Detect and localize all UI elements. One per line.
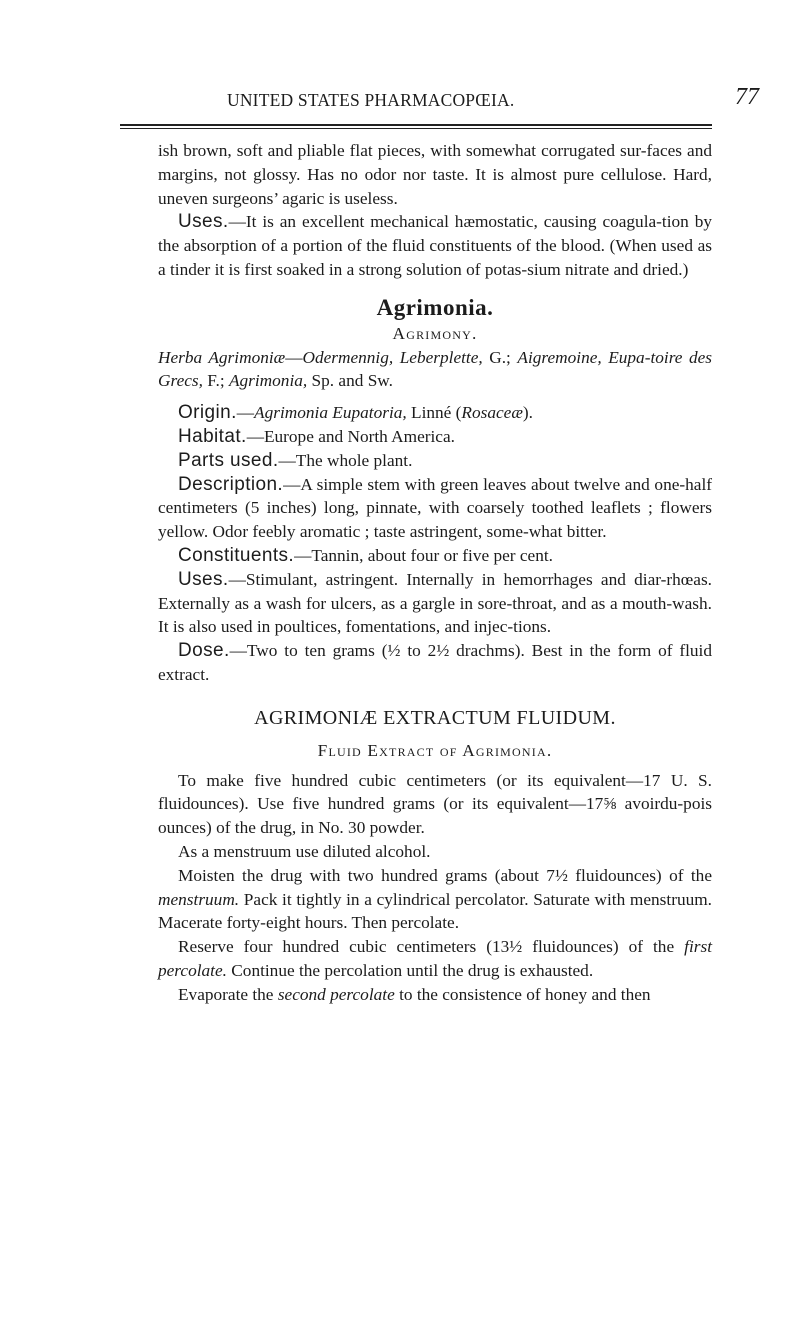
section-head: Uses. [178, 568, 229, 590]
section-head: Parts used. [178, 449, 279, 471]
section-head: Habitat. [178, 425, 247, 447]
extract-paragraph-3 [158, 864, 712, 935]
extract-title: AGRIMONIÆ EXTRACTUM FLUIDUM. [254, 706, 616, 729]
author: Linné ( [406, 403, 462, 423]
description-paragraph [158, 473, 712, 544]
section-text: —The whole plant. [278, 450, 413, 470]
origin-paragraph [158, 401, 712, 425]
monograph-title: Agrimonia. [376, 294, 494, 320]
synonym-latin: Herba Agrimoniæ [158, 347, 286, 367]
synonyms-paragraph [158, 346, 712, 394]
text: Continue the percolation until the drug is exhausted. [226, 960, 594, 980]
continued-paragraph: ish brown, soft and pliable flat pieces, with somewhat corrugated sur-faces and margins, not glossy. Has no odor nor taste. It is almost pure cellulose. Hard, uneven surgeons’ agaric is useless. [158, 141, 712, 208]
synonym-f: F.; [202, 371, 229, 391]
dash: — [236, 403, 255, 423]
dose-fraction: ½ [436, 641, 450, 661]
extract-paragraph-4 [158, 935, 712, 983]
habitat-paragraph [158, 425, 712, 449]
fraction: ½ [509, 937, 523, 957]
header-title: UNITED STATES PHARMACOPŒIA. [227, 90, 515, 110]
monograph-subtitle: Agrimony. [392, 323, 478, 343]
synonym-spanish: Agrimonia, [228, 371, 308, 391]
text: Pack it tightly in a cylindrical percolator. Saturate with menstruum. Macerate forty-eight hours. Then percolate. [158, 889, 712, 933]
italic-term: menstruum. [158, 889, 240, 909]
text: Evaporate the [178, 984, 278, 1004]
page-number: 77 [735, 84, 759, 110]
dose-text-a: —Two to ten grams ( [229, 641, 388, 661]
section-head: Dose. [178, 640, 230, 662]
section-head: Uses. [178, 211, 229, 233]
header-rule-thin [120, 128, 712, 129]
section-head: Origin. [178, 402, 237, 424]
synonym-german: Odermennig, Leberplette, [302, 347, 483, 367]
section-head: Constituents. [178, 544, 295, 566]
page-body [158, 139, 712, 1007]
italic-term: second percolate [277, 984, 395, 1004]
parts-used-paragraph [158, 449, 712, 473]
section-text: —Tannin, about four or five per cent. [294, 545, 553, 565]
section-text: —Stimulant, astringent. Internally in hemorrhages and diar-rhœas. Externally as a wash for ulcers, as a gargle in sore-throat, and as a mouth-wash. It is also used in poultices, fomentations, and injec-tions. [158, 569, 712, 637]
close-paren: ). [522, 403, 533, 423]
constituents-paragraph [158, 544, 712, 568]
text: fluidounces) of the [567, 865, 712, 885]
uses-paragraph-agaric [158, 210, 712, 281]
dose-text-c: drachms). Best in the form of fluid extract. [158, 641, 712, 684]
text: to the consistence of honey and then [394, 984, 651, 1004]
species-name: Agrimonia Eupatoria, [254, 403, 407, 423]
section-text: —A simple stem with green leaves about twelve and one-half centimeters (5 inches) long, pinnate, with coarsely toothed leaflets ; flowers yellow. Odor feebly aromatic ; taste astringent, some-what bitter. [158, 474, 712, 542]
synonym-g: G.; [482, 347, 518, 367]
section-text: —It is an excellent mechanical hæmostatic, causing coagula-tion by the absorption of a portion of the fluid constituents of the blood. (When used as a tinder it is first soaked in a strong solution of potas-sium nitrate and dried.) [158, 212, 712, 279]
family-name: Rosaceæ [461, 403, 523, 423]
fraction: ½ [554, 865, 568, 885]
text: Reserve four hundred cubic centimeters (13 [178, 937, 510, 957]
synonym-separator: — [285, 347, 303, 367]
synonym-spsw: Sp. and Sw. [307, 371, 393, 391]
section-text: —Europe and North America. [246, 426, 455, 446]
dose-text-b: to 2 [400, 641, 437, 661]
section-head: Description. [178, 473, 284, 495]
extract-paragraph-1: To make five hundred cubic centimeters (or its equivalent—17 U. S. fluidounces). Use five hundred grams (or its equivalent—17⅝ avoirdu-pois ounces) of the drug, in No. 30 powder. [158, 770, 712, 838]
synonym-french: Aigremoine, Eupa-toire des Grecs, [158, 347, 713, 391]
text: fluidounces) of the [522, 937, 685, 957]
italic-term: first percolate. [158, 937, 712, 980]
extract-paragraph-2: As a menstruum use diluted alcohol. [178, 841, 431, 861]
running-header [0, 84, 800, 112]
uses-paragraph [158, 568, 712, 639]
dose-paragraph [158, 639, 712, 687]
extract-subtitle: Fluid Extract of Agrimonia. [317, 740, 553, 760]
extract-paragraph-5 [158, 983, 712, 1007]
header-rule-thick [120, 124, 712, 126]
text: Moisten the drug with two hundred grams (about 7 [178, 865, 555, 885]
dose-fraction: ½ [387, 641, 401, 661]
